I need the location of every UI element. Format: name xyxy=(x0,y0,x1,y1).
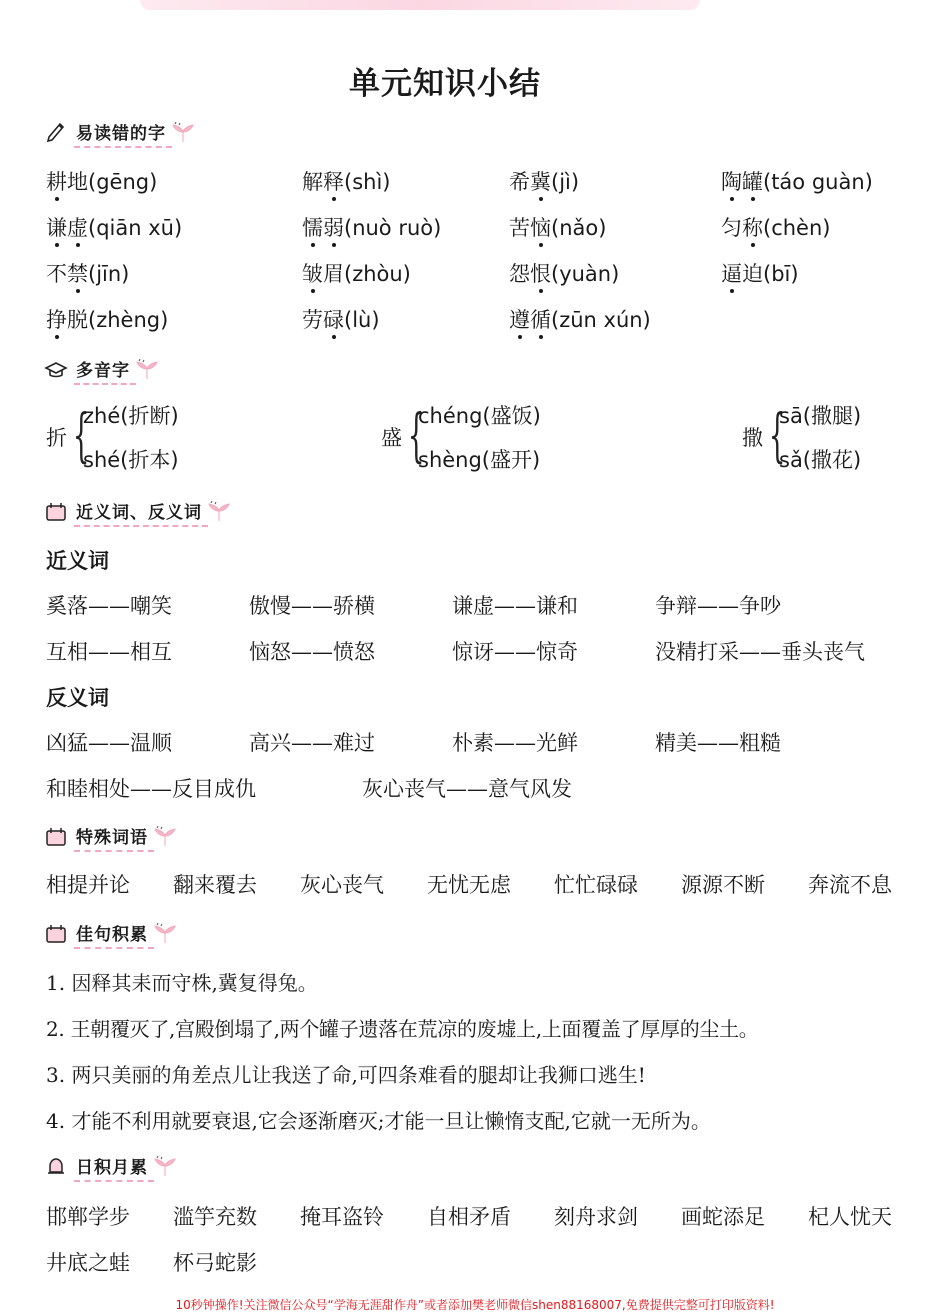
list-item: 逼迫(bī) xyxy=(721,262,799,286)
list-item: 奚落——嘲笑 xyxy=(46,594,172,618)
list-item: 灰心丧气——意气风发 xyxy=(362,777,572,801)
list-item: 滥竽充数 xyxy=(173,1205,257,1229)
list-item: 恼怒——愤怒 xyxy=(249,640,375,664)
list-item: 无忧无虑 xyxy=(427,873,511,897)
polyphone-item: 盛 { chéng(盛饭) shèng(盛开) xyxy=(381,401,541,472)
list-item: 懦弱(nuò ruò) xyxy=(302,216,442,240)
list-item: 劳碌(lù) xyxy=(302,308,380,332)
section-title: 多音字 xyxy=(74,356,136,385)
list-item: 灰心丧气 xyxy=(300,873,384,897)
calendar-icon xyxy=(44,922,68,946)
calendar-icon xyxy=(44,825,68,849)
list-item: 井底之蛙 xyxy=(46,1251,130,1275)
list-item: 自相矛盾 xyxy=(427,1205,511,1229)
section-header-idioms xyxy=(44,1152,178,1182)
whale-tail-icon xyxy=(152,826,178,848)
list-item: 谦虚——谦和 xyxy=(452,594,578,618)
section-header-special-words xyxy=(44,822,178,852)
list-item: 凶猛——温顺 xyxy=(46,731,172,755)
list-item: 杯弓蛇影 xyxy=(173,1251,257,1275)
list-item: 争辩——争吵 xyxy=(655,594,781,618)
list-item: 希冀(jì) xyxy=(509,170,580,194)
list-item: 刻舟求剑 xyxy=(554,1205,638,1229)
list-item: 源源不断 xyxy=(681,873,765,897)
bell-icon xyxy=(44,1155,68,1179)
list-item: 怨恨(yuàn) xyxy=(509,262,620,286)
polyphone-item: 折 { zhé(折断) shé(折本) xyxy=(46,401,179,472)
list-item: 陶罐(táo guàn) xyxy=(721,170,873,194)
list-item: 谦虚(qiān xū) xyxy=(46,216,183,240)
list-item: 苦恼(nǎo) xyxy=(509,216,607,240)
whale-tail-icon xyxy=(170,122,196,144)
brace: { xyxy=(72,401,90,469)
list-item: 杞人忧天 xyxy=(808,1205,892,1229)
pencil-icon xyxy=(44,121,68,145)
brace: { xyxy=(407,401,425,469)
list-item: 惊讶——惊奇 xyxy=(452,640,578,664)
list-item: 画蛇添足 xyxy=(681,1205,765,1229)
brace: { xyxy=(768,401,786,469)
whale-tail-icon xyxy=(152,923,178,945)
list-item: 朴素——光鲜 xyxy=(452,731,578,755)
page-title: 单元知识小结 xyxy=(349,66,541,102)
list-item: 相提并论 xyxy=(46,873,130,897)
list-item: 精美——粗糙 xyxy=(655,731,781,755)
list-item: 3. 两只美丽的角差点儿让我送了命,可四条难看的腿却让我狮口逃生! xyxy=(46,1063,646,1087)
list-item: 不禁(jīn) xyxy=(46,262,130,286)
list-item: 互相——相互 xyxy=(46,640,172,664)
section-header-polyphones xyxy=(44,355,160,385)
section-title: 近义词、反义词 xyxy=(74,498,208,527)
calendar-icon xyxy=(44,500,68,524)
antonyms-heading: 反义词 xyxy=(46,686,109,710)
section-header-synonyms-antonyms xyxy=(44,497,232,527)
section-title: 佳句积累 xyxy=(74,920,154,949)
section-header-easy-misread xyxy=(44,118,196,148)
list-item: 奔流不息 xyxy=(808,873,892,897)
graduation-cap-icon xyxy=(44,358,68,382)
section-title: 日积月累 xyxy=(74,1153,154,1182)
list-item: 邯郸学步 xyxy=(46,1205,130,1229)
synonyms-heading: 近义词 xyxy=(46,549,109,573)
footer-notice: 10秒钟操作!关注微信公众号“学海无涯甜作舟”或者添加樊老师微信shen88168007,免费提供完整可打印版资料! xyxy=(175,1298,775,1312)
list-item: 忙忙碌碌 xyxy=(554,873,638,897)
list-item: 没精打采——垂头丧气 xyxy=(655,640,865,664)
list-item: 2. 王朝覆灭了,宫殿倒塌了,两个罐子遗落在荒凉的废墟上,上面覆盖了厚厚的尘土。 xyxy=(46,1017,759,1041)
list-item: 解释(shì) xyxy=(302,170,391,194)
section-title: 特殊词语 xyxy=(74,823,154,852)
section-header-sentences xyxy=(44,919,178,949)
section-title: 易读错的字 xyxy=(74,119,172,148)
polyphone-item: 撒 { sā(撒腿) sǎ(撒花) xyxy=(742,401,862,472)
whale-tail-icon xyxy=(134,359,160,381)
list-item: 翻来覆去 xyxy=(173,873,257,897)
whale-tail-icon xyxy=(152,1156,178,1178)
whale-tail-icon xyxy=(206,501,232,523)
list-item: 1. 因释其耒而守株,冀复得兔。 xyxy=(46,971,318,995)
list-item: 挣脱(zhèng) xyxy=(46,308,169,332)
list-item: 耕地(gēng) xyxy=(46,170,158,194)
list-item: 4. 才能不利用就要衰退,它会逐渐磨灭;才能一旦让懒惰支配,它就一无所为。 xyxy=(46,1109,711,1133)
list-item: 遵循(zūn xún) xyxy=(509,308,651,332)
list-item: 掩耳盗铃 xyxy=(300,1205,384,1229)
list-item: 和睦相处——反目成仇 xyxy=(46,777,256,801)
top-decoration xyxy=(140,0,700,10)
list-item: 傲慢——骄横 xyxy=(249,594,375,618)
list-item: 匀称(chèn) xyxy=(721,216,831,240)
list-item: 高兴——难过 xyxy=(249,731,375,755)
list-item: 皱眉(zhòu) xyxy=(302,262,411,286)
